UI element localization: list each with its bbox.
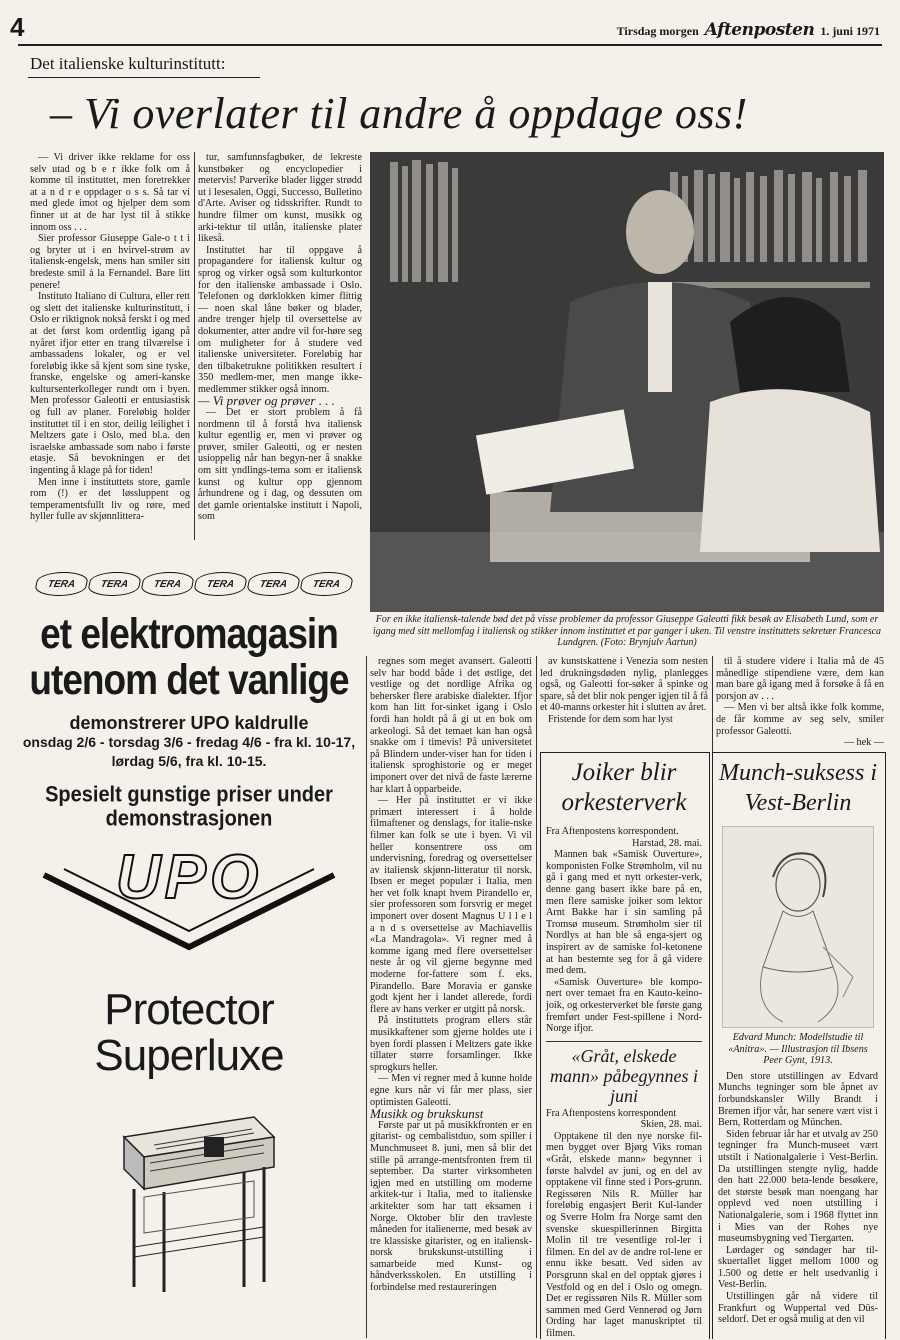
ad-saturday-line: lørdag 5/6, fra kl. 10-15.	[111, 753, 267, 769]
paragraph: Første par ut på musikkfronten er en gitarist- og cembalistduo, som spiller i Munchmuseet 8. juni, men så blir det stille på arrange-mentsfronten frem til september. Da starter virksomheten igjen med en utstilling om moderne arkitek-tur i Italia, med to italienske arkitekter som har tatt eksamen i Norge. Oktober blir den travleste måneden for italienerne, med besøk av tre klassiske gitarister, og en italiensk-norsk brukskunst-utstilling i samarbeide med Kunst- og håndverksskolen. En utstilling i forbindelse med restaureringen	[370, 1119, 532, 1294]
photo-caption: For en ikke italiensk-talende bød det på visse problemer da professor Giuseppe Galeotti fikk besøk av Elisabeth Lund, som er igang med sitt mellomfag i italiensk og stikker innom instituttet et par ganger i uken. Til venstre instituttets sekretær Francesca Lundgren. (Foto: Brynjulv Aartun)	[372, 614, 882, 648]
paragraph: — Men vi regner med å kunne holde egne kurs når vi får mer plass, sier optimisten Galeotti.	[370, 1073, 532, 1108]
article-column-3	[370, 656, 532, 1338]
ad-offer-line-1: Spesielt gunstige priser under	[45, 782, 333, 808]
subheading: Musikk og brukskunst	[370, 1106, 484, 1122]
paragraph: — Men vi ber altså ikke folk komme, de får komme av seg selv, smiler professor Galeotti.	[716, 702, 884, 737]
masthead-rule	[18, 44, 882, 46]
paragraph: til å studere videre i Italia må de 45 månedlige stipendiene være, dem kan man bare gå igang med å forsøke å få en porsjon av . . .	[716, 656, 884, 702]
munch-illustration	[722, 826, 874, 1028]
column-divider	[536, 656, 537, 1338]
article-signature: — hek —	[843, 737, 884, 749]
munch-article	[718, 758, 878, 1326]
paragraph: Fristende for dem som har lyst	[548, 713, 673, 725]
ad-dates-line: onsdag 2/6 - torsdag 3/6 - fredag 4/6 - fra kl. 10-17,	[22, 734, 356, 750]
paragraph: Mannen bak «Samisk Ouverture», komponisten Folke Strømholm, vil nu gå i gang med et nytt orkester-verk, denne gang basert ikke bare på en, men flere samiske joiker som lektor Arnt Bakke har i sin samling på Tromsø museum. Strømholm sier til Nordlys at han ble så enga-sjert og inspirert av de samiske fol-ketonene at han bestemte seg for å gå videre med dem.	[546, 849, 702, 977]
tera-logo: TERA	[33, 572, 89, 596]
tera-logo: TERA	[245, 572, 301, 596]
article-column-5	[716, 656, 884, 748]
paragraph: Sier professor Giuseppe Gale-o t t i og bryter ut i en hvirvel-strøm av italiensk-engelsk, mens han smiler sitt bredeste smil à la Fernandel. Bare litt penere!	[30, 233, 190, 291]
article-column-4	[540, 656, 708, 748]
joiker-article	[546, 758, 702, 1338]
upo-brand: UPO	[115, 843, 263, 912]
tera-logo: TERA	[298, 572, 354, 596]
byline: Fra Aftenpostens korrespondent.	[546, 826, 679, 837]
page-number: 4	[10, 12, 25, 42]
column-divider	[712, 656, 713, 752]
dateline: Harstad, 28. mai.	[632, 837, 702, 849]
article-column-2	[198, 152, 362, 540]
joiker-headline: Joiker blir orkesterverk	[561, 759, 687, 816]
paragraph: av kunstskattene i Venezia som nesten led drukningsdøden nylig, planlegges også, og Galeotti for-søker å spinke og spare, så det blir nok penger igjen til å få et 40-manns orkester hit i slutten av året.	[540, 656, 708, 714]
paragraph: — Det er stort problem å få nordmenn til å forstå hva italiensk kultur egentlig er, men vi prøver og prøver, smiler Galeotti, og er nesten usioppelig når han begyn-ner å snakke om sitt yndlings-tema som er italiensk kunst og kultur opp gjennom århundrene og i dag, og dessuten om det gamle orientalske institutt i Napoli, som	[198, 407, 362, 523]
paragraph: Lørdager og søndager har til-skuertallet ligget mellom 1000 og 1.500 og dette er helt usedvanlig i Vest-Berlin.	[718, 1244, 878, 1291]
paragraph: regnes som meget avansert. Galeotti selv har bodd både i det østlige, det vestlige og det nordlige Afrika og behersker flere arabiske dialekter. Ifjor kom han litt for-sinket igang i Oslo fordi han holdt på å gi ut en bok om arkeologi. Så det temaet kan han også snakke om i timevis! På universitetet på Blindern under-viser han for tiden i italiensk sproghistorie og er meget imponert over det nivå de faste lærerne har klart å opparbeide.	[370, 656, 532, 795]
upo-logo	[39, 843, 339, 957]
product-name-2: Superluxe	[94, 1031, 284, 1080]
article-kicker: Det italienske kulturinstitutt:	[30, 54, 226, 73]
graat-body	[546, 1108, 702, 1338]
tera-logo-row	[36, 572, 364, 596]
joiker-body	[546, 826, 702, 1035]
tera-logo: TERA	[86, 572, 142, 596]
ad-headline-1: et elektromagasin	[40, 609, 338, 657]
paragraph: Instituto Italiano di Cultura, eller rett og slett det italienske kulturinstitutt, i Oslo er riktignok nokså ferskt i og med at det først kom ordentlig igang på nyåret ifjor etter en trang tilværelse i ambassadens lokaler, og er vel foreløbig ikke så kjent som sine tyske, franske, engelske og ameri-kanske kultursenterkolleger rundt om i byen. Men professor Galeotti er entusiastisk og full av planer. Foreløbig holder instituttet til i en stor, deilig leilighet i Meltzers gate i Oslo, med bl.a. den israelske ambassade som nabo i første etasje. Så bevokningen er det ingenting å klage på for tiden!	[30, 291, 190, 477]
graat-headline: «Gråt, elskede mann» påbegynnes i juni	[550, 1045, 698, 1106]
article-headline: – Vi overlater til andre å oppdage oss!	[50, 89, 748, 138]
munch-headline: Munch-suksess i Vest-Berlin	[719, 760, 877, 816]
ad-demo-line: demonstrerer UPO kaldrulle	[69, 713, 309, 733]
paragraph: Den store utstillingen av Edvard Munchs tegninger som ble åpnet av forbundskansler Willy Brandt i Bremen ifjor vår, har senere vært vist i Bern, Rotterdam og München.	[718, 1070, 878, 1129]
laminator-machine-image	[104, 1097, 284, 1297]
masthead-date: 1. juni 1971	[820, 24, 880, 38]
article-divider	[546, 1041, 702, 1042]
paragraph: På instituttets program ellers står musikkaftener som gjerne holdes ute i byen fordi plassen i Meltzers gate ikke tillater større forsamlinger. Ikke sprogkurs heller.	[370, 1015, 532, 1073]
column-divider	[194, 152, 195, 540]
paragraph: Men inne i instituttets store, gamle rom (!) er det løssluppent og temperamentsfullt liv og røre, med hyller fulle av skjønnlittera-	[30, 476, 190, 523]
paragraph: — Vi driver ikke reklame for oss selv utad og b e r ikke folk om å komme til instituttet, men foretrekker at a n d r e oppdager o s s. Så tar vi med glede imot og hjelper dem som finner ut at de har lyst til å stikke innom oss . . .	[30, 152, 190, 233]
paragraph: — Her på instituttet er vi ikke primært interessert i å holde filmaftener og denslags, for italie-nske filmer kan folk se ute i byen. Vi vil heller konsentrere oss om undervisning, foredrag og oversettelser av italiensk skjønn-litteratur til norsk. Ibsen er meget populær i Italia, men her vet folk knapt hvem Pirandello er, sier professoren som forsvrig er meget imponert over dosent Magnus U l l e l a n d s oversettelse av Machiavellis «La Mandragola». Vi regner med å komme igang med flere oversettelser neste år og vil gjerne begynne med moderne for-fattere som f. eks. Pirandello. Bare Moravia er ganske godt kjent her i landet allerede, fordi flere av hans verker er utgitt på norsk.	[370, 795, 532, 1015]
paragraph: tur, samfunnsfagbøker, de lekreste kunstbøker og encyclopedier i metervis! Parverike blader ligger strødd ut i lesesalen, Oggi, Successo, Bulletino d'Arte. Aviser og tidsskrifter. Rundt to hundre filmer om kunst, musikk og arki-tektur til utlån, italienske plater likeså.	[198, 152, 362, 245]
dateline: Skien, 28. mai.	[640, 1119, 702, 1131]
product-name-1: Protector	[104, 985, 274, 1034]
ad-offer-line-2: demonstrasjonen	[105, 806, 273, 832]
column-divider	[366, 656, 367, 1338]
byline: Fra Aftenpostens korrespondent	[546, 1107, 677, 1119]
kicker-underline	[28, 77, 260, 78]
munch-body	[718, 1070, 878, 1326]
ad-headline-2: utenom det vanlige	[29, 655, 349, 703]
newspaper-name: Aftenposten	[704, 20, 815, 40]
paragraph: Instituttet har til oppgave å propagandere for italiensk kultur og sprog og virker også som kulturkontor for den italienske ambassade i Oslo. Telefonen og dørklokken kimer flittig — noen skal låne bøker og blader, andre trenger hjelp til oversettelse av dokumenter, atter andre vil for-høre seg om muligheter for å studere ved italienske universiteter. Foreløbig har den tilbaketrukne politikken resultert i 350 medlem-mer, men mange ikke-medlemmer stikker også innom.	[198, 244, 362, 395]
article-photo	[370, 152, 884, 612]
tera-logo: TERA	[192, 572, 248, 596]
paragraph: Siden februar iår har et utvalg av 250 tegninger fra Munch-museet vært utstilt i Nationalgalerie i Vest-Berlin. Da utstillingen stengte nylig, hadde den hatt 22.000 beta-lende besøkere, det største besøk man noengang har opplevd ved noen utstilling i Nationalgalerie, som i 1968 flyttet inn i Mies van der Rohes nye museumsbygning ved Tiergarten.	[718, 1128, 878, 1245]
article-column-1	[30, 152, 190, 540]
subheading: — Vi prøver og prøver . . .	[198, 393, 335, 409]
advertisement	[14, 560, 364, 1338]
munch-caption: Edvard Munch: Modellstudie til «Anitra». — Illustrasjon til Ibsens Peer Gynt, 1913.	[728, 1032, 868, 1067]
masthead	[617, 20, 880, 40]
tera-logo: TERA	[139, 572, 195, 596]
paragraph: Utstillingen går nå videre til Frankfurt og Wuppertal ved Düs-seldorf. Det er også mulig at den vil	[718, 1291, 878, 1326]
masthead-day: Tirsdag morgen	[616, 24, 699, 38]
paragraph: «Samisk Ouverture» ble kompo-nert over temaet fra en Kauto-keino-joik, og orkesterverket ble første gang fremført under Fest-spillene i Nord-Norge ifjor.	[546, 976, 702, 1035]
paragraph: Opptakene til den nye norske fil-men bygget over Bjørg Viks roman «Gråt, elskede mann» begynner i første halvdel av juni, og en del av opptakene vil finne sted i Pors-grunn. Regissøren Nils R. Müller har foreløbig engasjert Berit Kul-lander og Sverre Holm fra Norge samt den svenske skuespillerinnen Birgitta Molin til tre vesentlige rol-ler i filmen. En del av de andre rol-lene er ennu ikke besatt. Ved siden av Porsgrunn skal en del opptak gjøres i Vestfold og en del i Oslo og omegn. Det er regissøren Nils R. Müller som sammen med Gerd Vennerød og Jørn Ording har laget manuskriptet til filmen.	[546, 1130, 702, 1339]
